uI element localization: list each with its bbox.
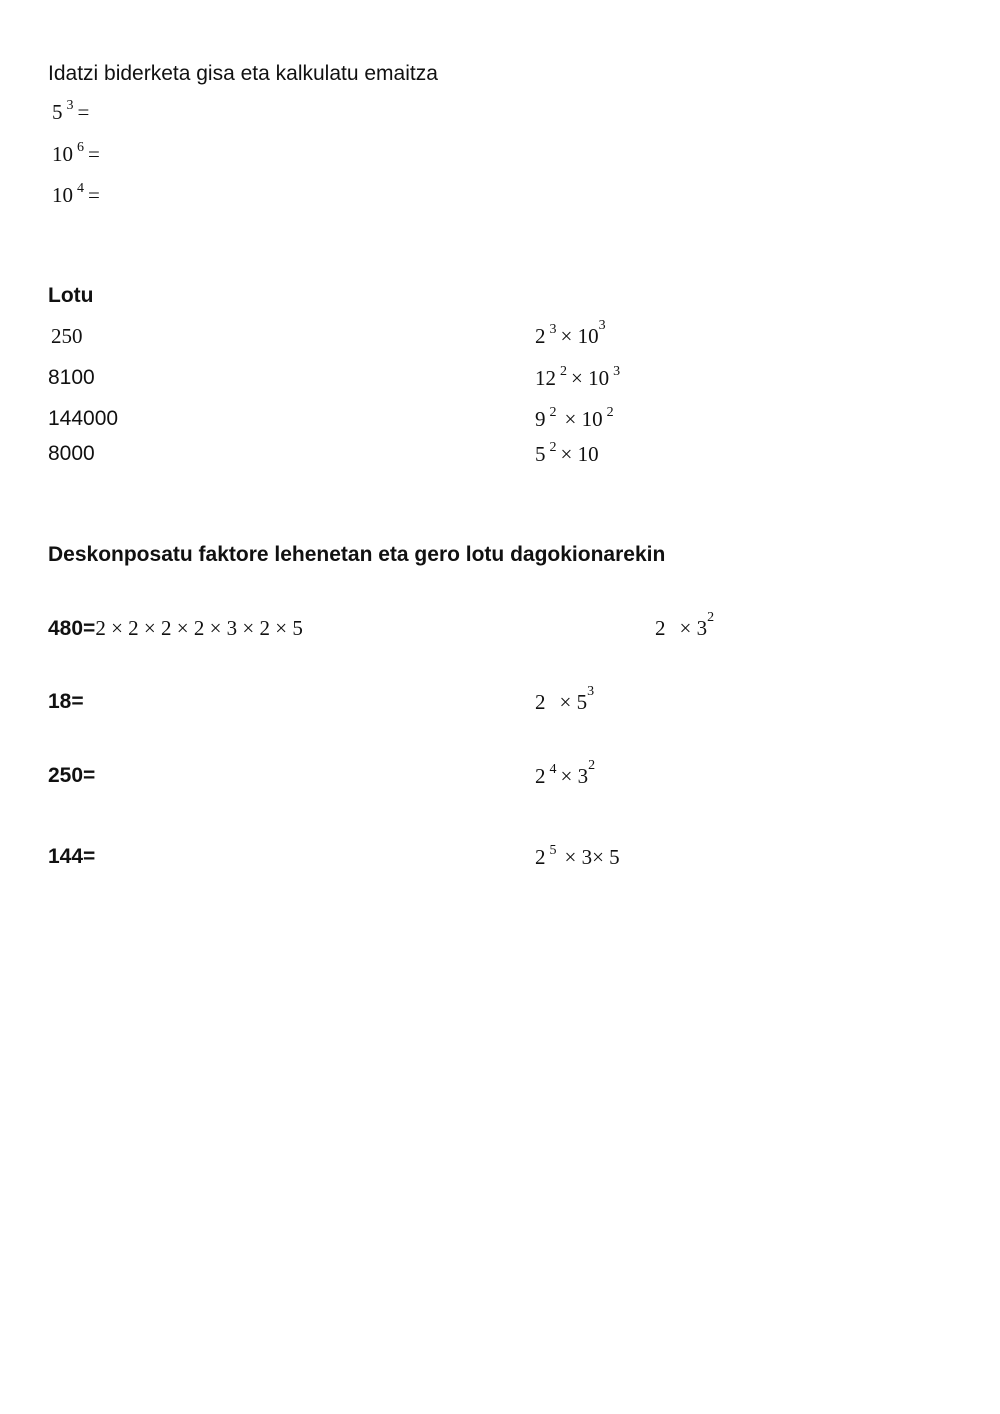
exponent: 5 xyxy=(549,843,557,858)
lotu-right-2 xyxy=(535,366,620,391)
base: 5 xyxy=(535,442,546,466)
section3-title: Deskonposatu faktore lehenetan eta gero lotu dagokionarekin xyxy=(48,543,666,566)
base: 9 xyxy=(535,407,546,431)
power-exponent: 6 xyxy=(77,140,84,155)
base: 2 xyxy=(535,845,546,869)
factor-left-1 xyxy=(48,616,303,641)
lotu-left-2: 8100 xyxy=(48,366,95,389)
lotu-right-4 xyxy=(535,442,599,467)
base: 2 xyxy=(535,324,546,348)
exponent: 4 xyxy=(549,762,557,777)
lotu-left-4: 8000 xyxy=(48,442,95,465)
factor-right-4 xyxy=(535,845,620,870)
factor-right-2 xyxy=(535,684,595,715)
exponent: 3 xyxy=(613,364,621,379)
exponent: 2 xyxy=(549,440,557,455)
power-base: 10 xyxy=(52,183,73,207)
factor-answer: 2 × 2 × 2 × 2 × 3 × 2 × 5 xyxy=(95,616,303,640)
operation: × 10 xyxy=(560,324,599,348)
power-item-3 xyxy=(52,183,100,208)
power-exponent: 3 xyxy=(66,98,74,113)
section2-title: Lotu xyxy=(48,284,94,307)
operation: × 3 xyxy=(560,764,589,788)
exponent: 2 xyxy=(560,364,567,379)
exponent: 2 xyxy=(606,405,614,420)
exponent: 3 xyxy=(587,684,595,699)
base: 12 xyxy=(535,366,556,390)
exponent: 3 xyxy=(549,322,557,337)
equals-sign: = xyxy=(88,142,100,166)
power-item-2 xyxy=(52,142,100,167)
equals-sign: = xyxy=(77,100,90,124)
lotu-right-1 xyxy=(535,318,606,349)
exponent: 2 xyxy=(707,610,715,625)
base: 2 xyxy=(535,764,546,788)
factor-left-3: 250= xyxy=(48,764,96,787)
power-base: 5 xyxy=(52,100,63,124)
exponent: 3 xyxy=(598,318,606,333)
power-item-1 xyxy=(52,100,89,125)
operation: × 3× 5 xyxy=(564,845,620,869)
lotu-left-3: 144000 xyxy=(48,407,119,430)
exponent: 2 xyxy=(549,405,557,420)
lotu-right-3 xyxy=(535,407,614,432)
exponent: 2 xyxy=(588,758,596,773)
operation: × 5 xyxy=(559,690,588,714)
lotu-left-1: 250 xyxy=(51,324,83,348)
factor-left-4: 144= xyxy=(48,845,96,868)
factor-right-1 xyxy=(655,610,715,641)
operation: × 10 xyxy=(560,442,599,466)
operation: × 3 xyxy=(679,616,708,640)
factor-left-2: 18= xyxy=(48,690,84,713)
base: 2 xyxy=(655,616,666,640)
equals-sign: = xyxy=(88,183,100,207)
power-exponent: 4 xyxy=(77,181,84,196)
factor-right-3 xyxy=(535,758,596,789)
operation: × 10 xyxy=(564,407,603,431)
power-base: 10 xyxy=(52,142,73,166)
base: 2 xyxy=(535,690,546,714)
factor-label: 480= xyxy=(48,617,96,640)
section1-title: Idatzi biderketa gisa eta kalkulatu emaitza xyxy=(48,62,438,85)
operation: × 10 xyxy=(571,366,610,390)
